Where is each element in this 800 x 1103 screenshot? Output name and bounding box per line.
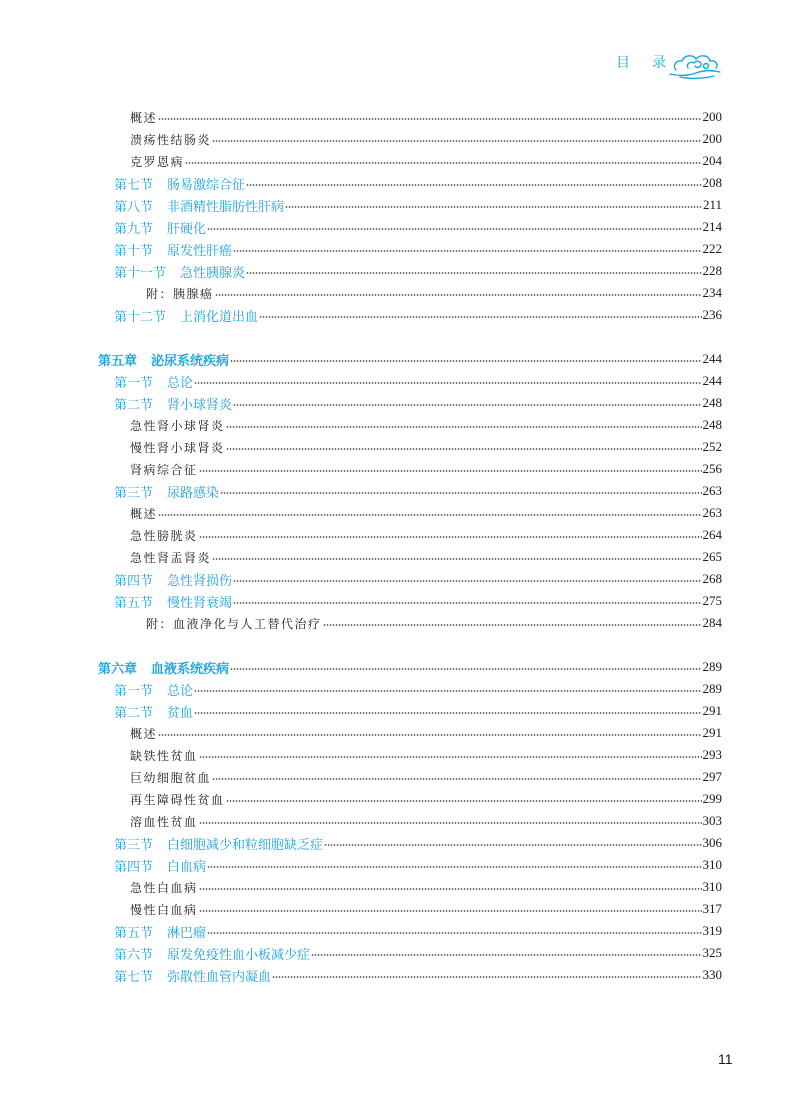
dot-leader — [272, 976, 701, 978]
toc-entry-label — [114, 922, 206, 941]
toc-entry-title: 原发性肝癌 — [167, 243, 233, 259]
toc-entry-page: 317 — [702, 901, 722, 916]
toc-entry-sub[interactable] — [0, 107, 722, 127]
toc-entry-title: 尿路感染 — [167, 485, 220, 501]
toc-entry-label — [114, 834, 323, 853]
toc-entry-title: 再生障碍性贫血 — [130, 792, 225, 807]
toc-entry-number: 第五节 — [114, 925, 154, 941]
dot-leader — [233, 404, 701, 406]
toc-entry-sub[interactable] — [0, 877, 722, 897]
toc-entry-sub[interactable] — [0, 525, 722, 545]
toc-entry-number: 第五章 — [98, 353, 138, 369]
toc-entry-section[interactable] — [0, 569, 722, 589]
toc-entry-page: 214 — [702, 219, 722, 234]
toc-entry-title: 急性肾损伤 — [167, 573, 233, 589]
toc-entry-page: 291 — [702, 703, 722, 718]
toc-entry-title: 慢性白血病 — [130, 902, 198, 917]
toc-entry-label — [130, 769, 211, 786]
toc-entry-label — [114, 262, 245, 281]
toc-entry-sub[interactable] — [0, 151, 722, 171]
toc-entry-title: 急性肾小球肾炎 — [130, 418, 225, 433]
dot-leader — [230, 360, 701, 362]
toc-entry-label — [130, 879, 198, 896]
toc-entry-label — [114, 702, 193, 721]
toc-entry-title: 附：血液净化与人工替代治疗 — [146, 616, 322, 631]
toc-entry-sub[interactable] — [0, 415, 722, 435]
toc-entry-number: 第七节 — [114, 177, 154, 193]
dot-leader — [158, 514, 701, 516]
toc-entry-number: 第三节 — [114, 485, 154, 501]
dot-leader — [230, 668, 701, 670]
toc-entry-sub[interactable] — [0, 723, 722, 743]
toc-entry-label — [114, 966, 271, 985]
toc-entry-sub[interactable] — [0, 459, 722, 479]
toc-entry-page: 310 — [702, 879, 722, 894]
toc-entry-title: 急性胰腺炎 — [180, 265, 246, 281]
toc-entry-section[interactable] — [0, 701, 722, 721]
toc-entry-label — [114, 394, 232, 413]
dot-leader — [199, 470, 702, 472]
dot-leader — [246, 184, 701, 186]
toc-entry-page: 289 — [702, 681, 722, 696]
dot-leader — [246, 272, 701, 274]
toc-entry-section[interactable] — [0, 305, 722, 325]
dot-leader — [212, 558, 701, 560]
dot-leader — [226, 800, 702, 802]
dot-leader — [199, 910, 702, 912]
dot-leader — [212, 778, 701, 780]
toc-entry-number: 第二节 — [114, 397, 154, 413]
toc-entry-label — [114, 218, 206, 237]
toc-entry-label — [98, 658, 229, 677]
toc-entry-label — [114, 856, 206, 875]
toc-entry-label — [98, 350, 229, 369]
dot-leader — [194, 712, 701, 714]
toc-entry-title: 总论 — [167, 375, 194, 391]
dot-leader — [207, 228, 701, 230]
toc-entry-page: 291 — [702, 725, 722, 740]
dot-leader — [207, 932, 701, 934]
toc-entry-page: 248 — [702, 395, 722, 410]
toc-entry-title: 急性膀胱炎 — [130, 528, 198, 543]
toc-entry-page: 200 — [702, 109, 722, 124]
toc-entry-label — [114, 482, 219, 501]
toc-entry-sub[interactable] — [0, 767, 722, 787]
toc-entry-number: 第十一节 — [114, 265, 167, 281]
toc-entry-title: 慢性肾衰竭 — [167, 595, 233, 611]
toc-entry-label — [130, 549, 211, 566]
header-title: 目录 — [616, 55, 688, 71]
toc-entry-label — [130, 527, 198, 544]
toc-entry-section[interactable] — [0, 943, 722, 963]
toc-entry-label — [130, 417, 225, 434]
toc-entry-label — [146, 285, 214, 302]
toc-entry-section[interactable] — [0, 855, 722, 875]
dot-leader — [194, 382, 701, 384]
toc-entry-page: 228 — [702, 263, 722, 278]
toc-entry-page: 268 — [702, 571, 722, 586]
dot-leader — [323, 624, 702, 626]
toc-entry-title: 总论 — [167, 683, 194, 699]
toc-entry-label — [130, 109, 157, 126]
dot-leader — [215, 294, 702, 296]
toc-entry-title: 慢性肾小球肾炎 — [130, 440, 225, 455]
toc-entry-title: 白细胞减少和粒细胞缺乏症 — [167, 837, 324, 853]
toc-entry-number: 第八节 — [114, 199, 154, 215]
toc-entry-page: 303 — [702, 813, 722, 828]
toc-entry-chapter[interactable] — [0, 349, 722, 369]
page-number: 11 — [718, 1051, 733, 1067]
toc-entry-label — [146, 615, 322, 632]
dot-leader — [199, 888, 702, 890]
toc-entry-label — [130, 461, 198, 478]
toc-entry-section[interactable] — [0, 173, 722, 193]
dot-leader — [194, 690, 701, 692]
toc-entry-title: 原发免疫性血小板减少症 — [167, 947, 311, 963]
toc-entry-number: 第一节 — [114, 683, 154, 699]
toc-entry-section[interactable] — [0, 239, 722, 259]
toc-entry-page: 319 — [702, 923, 722, 938]
toc-entry-appendix[interactable] — [0, 283, 722, 303]
toc-entry-title: 概述 — [130, 726, 158, 741]
toc-entry-page: 284 — [702, 615, 722, 630]
toc-entry-number: 第六节 — [114, 947, 154, 963]
toc-entry-title: 肝硬化 — [167, 221, 207, 237]
toc-entry-title: 白血病 — [167, 859, 207, 875]
toc-entry-title: 淋巴瘤 — [167, 925, 207, 941]
toc-entry-page: 264 — [702, 527, 722, 542]
toc-entry-page: 200 — [702, 131, 722, 146]
toc-entry-section[interactable] — [0, 371, 722, 391]
dot-leader — [199, 822, 702, 824]
toc-entry-title: 溃疡性结肠炎 — [130, 132, 212, 147]
toc-entry-label — [130, 725, 157, 742]
dot-leader — [233, 580, 701, 582]
dot-leader — [324, 844, 701, 846]
toc-entry-sub[interactable] — [0, 899, 722, 919]
dot-leader — [220, 492, 701, 494]
toc-entry-sub[interactable] — [0, 547, 722, 567]
toc-entry-page: 310 — [702, 857, 722, 872]
toc-entry-page: 234 — [702, 285, 722, 300]
toc-entry-page: 325 — [702, 945, 722, 960]
toc-entry-page: 263 — [702, 483, 722, 498]
toc-entry-page: 275 — [702, 593, 722, 608]
toc-entry-label — [114, 944, 310, 963]
toc-entry-section[interactable] — [0, 591, 722, 611]
toc-entry-section[interactable] — [0, 393, 722, 413]
toc-entry-title: 巨幼细胞贫血 — [130, 770, 212, 785]
toc-entry-title: 概述 — [130, 506, 158, 521]
toc-entry-page: 263 — [702, 505, 722, 520]
toc-entry-title: 概述 — [130, 110, 158, 125]
dot-leader — [311, 954, 701, 956]
dot-leader — [212, 140, 701, 142]
toc-entry-title: 克罗恩病 — [130, 154, 185, 169]
toc-entry-page: 293 — [702, 747, 722, 762]
toc-entry-label — [130, 505, 157, 522]
toc-entry-label — [114, 306, 258, 325]
toc-entry-label — [130, 813, 198, 830]
toc-entry-title: 上消化道出血 — [180, 309, 259, 325]
toc-entry-section[interactable] — [0, 833, 722, 853]
toc-entry-label — [130, 747, 198, 764]
toc-entry-label — [114, 592, 232, 611]
dot-leader — [233, 250, 701, 252]
toc-entry-sub[interactable] — [0, 789, 722, 809]
toc-entry-number: 第十二节 — [114, 309, 167, 325]
toc-entry-title: 泌尿系统疾病 — [151, 353, 230, 369]
toc-entry-page: 248 — [702, 417, 722, 432]
cloud-swirl-icon — [668, 46, 724, 80]
toc-entry-title: 肾病综合征 — [130, 462, 198, 477]
toc-entry-number: 第四节 — [114, 859, 154, 875]
toc-entry-chapter[interactable] — [0, 657, 722, 677]
toc-entry-label — [130, 791, 225, 808]
toc-entry-number: 第七节 — [114, 969, 154, 985]
toc-entry-sub[interactable] — [0, 503, 722, 523]
toc-entry-title: 弥散性血管内凝血 — [167, 969, 272, 985]
toc-entry-title: 附：胰腺癌 — [146, 286, 214, 301]
page-header — [0, 46, 800, 86]
toc-entry-label — [130, 153, 184, 170]
toc-entry-title: 血液系统疾病 — [151, 661, 230, 677]
dot-leader — [158, 118, 701, 120]
toc-entry-section[interactable] — [0, 965, 722, 985]
toc-entry-number: 第四节 — [114, 573, 154, 589]
dot-leader — [226, 448, 702, 450]
toc-entry-page: 204 — [702, 153, 722, 168]
toc-entry-section[interactable] — [0, 217, 722, 237]
toc-entry-label — [114, 174, 245, 193]
toc-entry-number: 第五节 — [114, 595, 154, 611]
toc-entry-section[interactable] — [0, 195, 722, 215]
toc-entry-title: 非酒精性脂肪性肝病 — [167, 199, 285, 215]
toc-entry-page: 208 — [702, 175, 722, 190]
toc-entry-number: 第二节 — [114, 705, 154, 721]
dot-leader — [185, 162, 701, 164]
dot-leader — [199, 756, 702, 758]
toc-entry-label — [114, 240, 232, 259]
toc-entry-section[interactable] — [0, 921, 722, 941]
toc-entry-label — [130, 439, 225, 456]
toc-entry-number: 第一节 — [114, 375, 154, 391]
toc-entry-section[interactable] — [0, 481, 722, 501]
toc-entry-sub[interactable] — [0, 811, 722, 831]
toc-entry-title: 溶血性贫血 — [130, 814, 198, 829]
toc-entry-label — [130, 131, 211, 148]
toc-entry-title: 肾小球肾炎 — [167, 397, 233, 413]
toc-entry-page: 252 — [702, 439, 722, 454]
dot-leader — [158, 734, 701, 736]
toc-entry-title: 缺铁性贫血 — [130, 748, 198, 763]
toc-entry-page: 256 — [702, 461, 722, 476]
toc-entry-page: 236 — [702, 307, 722, 322]
toc-entry-label — [114, 570, 232, 589]
toc-entry-page: 299 — [702, 791, 722, 806]
dot-leader — [199, 536, 702, 538]
toc-entry-page: 244 — [702, 373, 722, 388]
dot-leader — [233, 602, 701, 604]
toc-entry-number: 第十节 — [114, 243, 154, 259]
toc-entry-page: 289 — [702, 659, 722, 674]
toc-entry-label — [114, 680, 193, 699]
toc-entry-section[interactable] — [0, 679, 722, 699]
toc-entry-section[interactable] — [0, 261, 722, 281]
toc-entry-page: 211 — [702, 197, 722, 212]
toc-entry-label — [114, 372, 193, 391]
dot-leader — [207, 866, 701, 868]
toc-entry-appendix[interactable] — [0, 613, 722, 633]
toc-entry-sub[interactable] — [0, 745, 722, 765]
toc-entry-page: 297 — [702, 769, 722, 784]
toc-entry-page: 265 — [702, 549, 722, 564]
toc-entry-page: 222 — [702, 241, 722, 256]
dot-leader — [259, 316, 701, 318]
toc-entry-title: 急性白血病 — [130, 880, 198, 895]
toc-entry-page: 244 — [702, 351, 722, 366]
dot-leader — [285, 206, 702, 208]
toc-entry-label — [130, 901, 198, 918]
toc-entry-sub[interactable] — [0, 129, 722, 149]
toc-entry-title: 贫血 — [167, 705, 194, 721]
dot-leader — [226, 426, 702, 428]
toc-entry-number: 第三节 — [114, 837, 154, 853]
toc-entry-page: 306 — [702, 835, 722, 850]
toc-entry-sub[interactable] — [0, 437, 722, 457]
toc-entry-page: 330 — [702, 967, 722, 982]
toc-entry-number: 第九节 — [114, 221, 154, 237]
toc-entry-title: 急性肾盂肾炎 — [130, 550, 212, 565]
toc-entry-title: 肠易激综合征 — [167, 177, 246, 193]
toc-entry-number: 第六章 — [98, 661, 138, 677]
toc-entry-label — [114, 196, 284, 215]
